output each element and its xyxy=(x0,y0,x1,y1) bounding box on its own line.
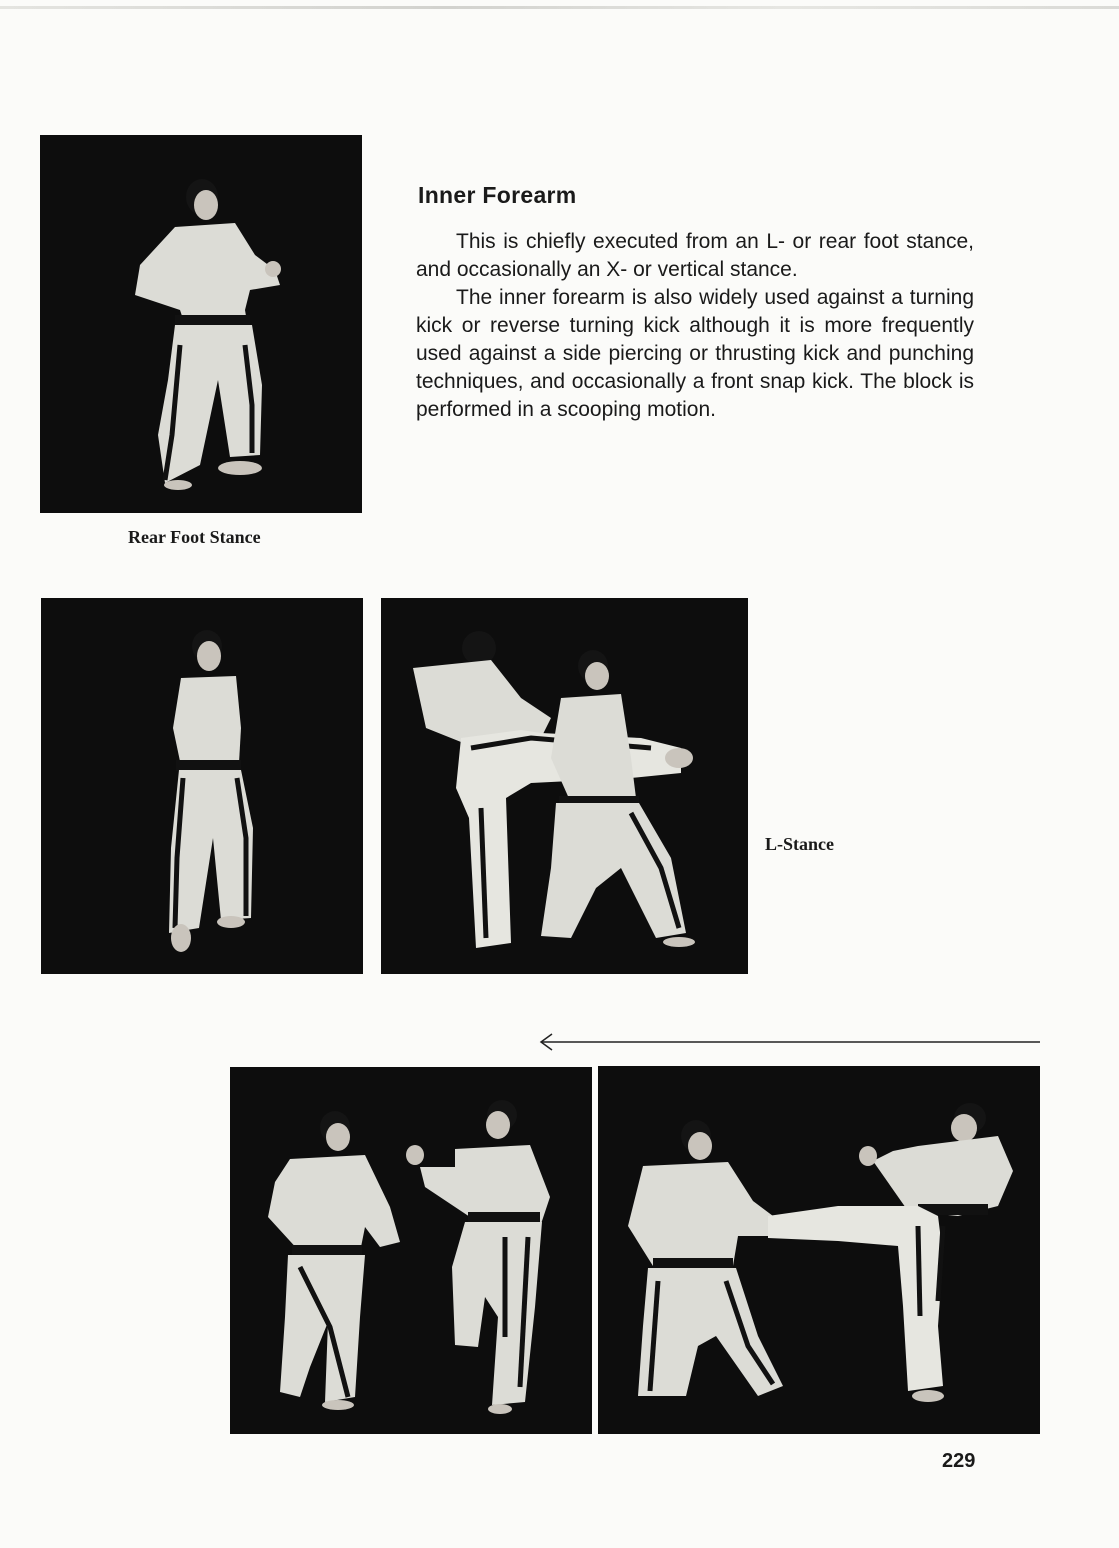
page-number: 229 xyxy=(942,1450,976,1472)
rear-foot-stance-photo xyxy=(40,135,362,513)
rear-foot-stance-caption: Rear Foot Stance xyxy=(128,527,261,547)
sequence-ready-photo xyxy=(230,1067,592,1434)
sequence-kick-block-photo xyxy=(598,1066,1040,1434)
sequence-kick-block-figures xyxy=(598,1066,1040,1434)
l-stance-ready-photo xyxy=(41,598,363,974)
rear-foot-stance-figure xyxy=(40,135,362,513)
body-paragraph-1: This is chiefly executed from an L- or rear foot stance, and occasionally an X- or vertical stance. xyxy=(416,230,974,281)
l-stance-caption: L-Stance xyxy=(765,834,834,854)
sequence-ready-figures xyxy=(230,1067,592,1434)
body-paragraph-2: The inner forearm is also widely used against a turning kick or reverse turning kick although it is more frequently used against a side piercing or thrusting kick and punching techniques, and occasionally a front snap kick. The block is performed in a scooping motion. xyxy=(416,286,974,421)
scan-edge-line xyxy=(0,6,1119,9)
l-stance-block-photo xyxy=(381,598,748,974)
section-title: Inner Forearm xyxy=(418,182,577,208)
section-body xyxy=(416,228,974,424)
l-stance-ready-figure xyxy=(41,598,363,974)
l-stance-block-figures xyxy=(381,598,748,974)
left-arrow-icon xyxy=(536,1030,1042,1054)
